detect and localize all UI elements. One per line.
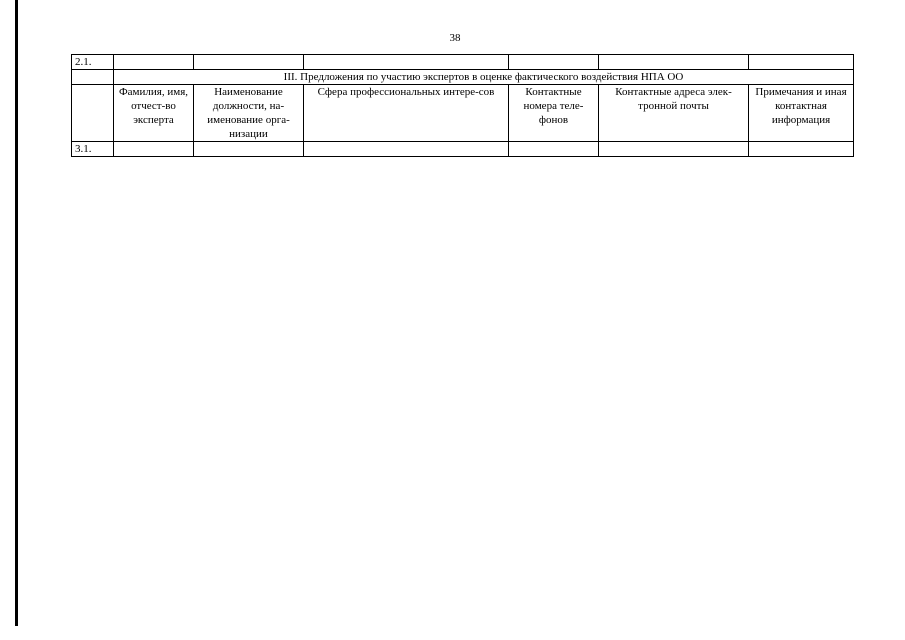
table-cell [194,55,304,70]
row-number-2-1: 2.1. [72,55,114,70]
column-header-notes: Примечания и иная контактная информация [749,85,854,142]
table-cell [509,55,599,70]
table-cell [509,142,599,157]
table-row-3-1 [72,142,854,157]
column-header-row [72,85,854,142]
table-cell [72,85,114,142]
column-header-position: Наименование должности, на-именование орга-низации [194,85,304,142]
experts-table [71,54,854,157]
row-number-3-1: 3.1. [72,142,114,157]
table-cell [304,55,509,70]
section-row [72,70,854,85]
table-row-2-1 [72,55,854,70]
table-cell [114,55,194,70]
page-number: 38 [449,32,461,44]
table-cell [749,142,854,157]
column-header-phones: Контактные номера теле-фонов [509,85,599,142]
column-header-name: Фамилия, имя, отчест-во эксперта [114,85,194,142]
table-cell [304,142,509,157]
table-cell [72,70,114,85]
left-edge-bar [15,0,18,626]
column-header-email: Контактные адреса элек-тронной почты [599,85,749,142]
table-cell [599,142,749,157]
table-cell [194,142,304,157]
table-cell [599,55,749,70]
table-cell [749,55,854,70]
column-header-interests: Сфера профессиональных интере-сов [304,85,509,142]
section-title: III. Предложения по участию экспертов в оценке фактического воздействия НПА ОО [114,70,854,85]
table-cell [114,142,194,157]
